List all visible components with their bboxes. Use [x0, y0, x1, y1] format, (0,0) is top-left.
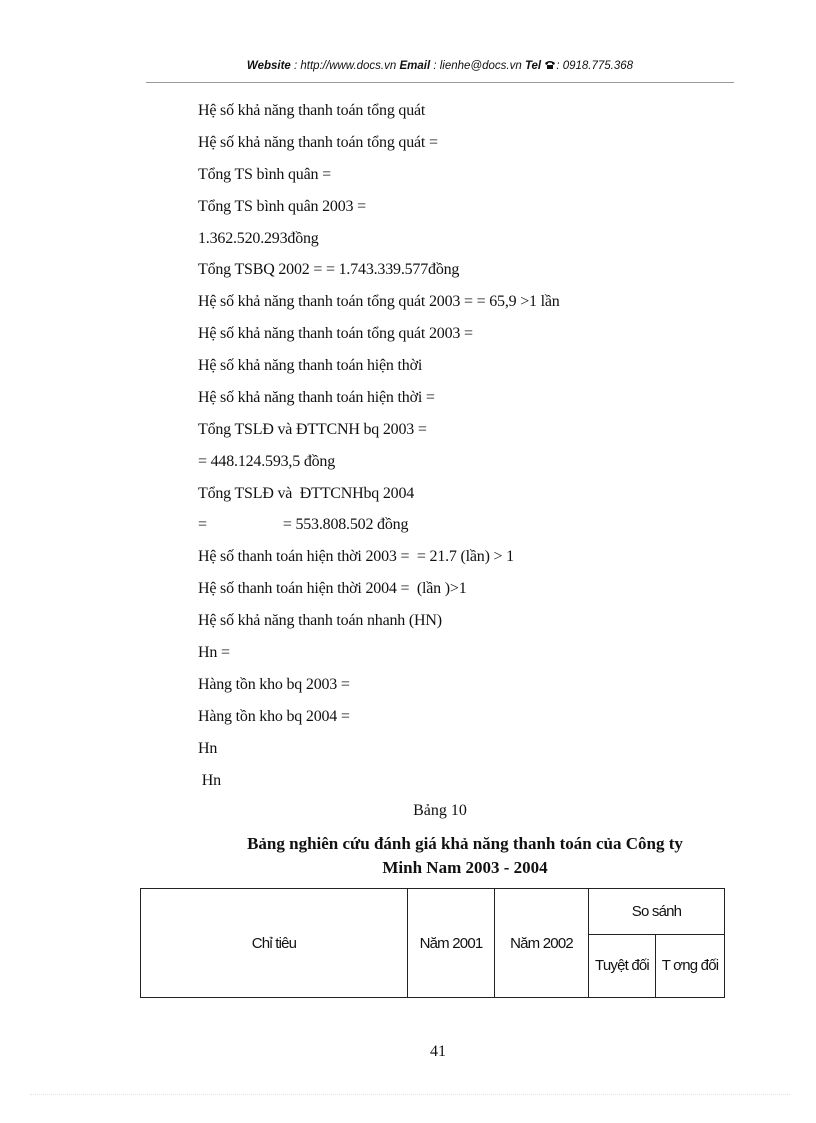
- text-line: Tổng TS bình quân 2003 =: [198, 198, 366, 215]
- email-label: Email: [399, 60, 431, 72]
- text-line: Hệ số thanh toán hiện thời 2004 = (lần )>1: [198, 580, 467, 597]
- text-line: Hàng tồn kho bq 2004 =: [198, 708, 350, 725]
- text-line: Hệ số khả năng thanh toán tổng quát =: [198, 134, 438, 151]
- text-line: Hệ số khả năng thanh toán nhanh (HN): [198, 612, 442, 629]
- text-line: Hn =: [198, 644, 230, 661]
- text-line: Tổng TSLĐ và ĐTTCNH bq 2003 =: [198, 421, 427, 438]
- table-title: [200, 832, 730, 880]
- footer-divider: [30, 1094, 790, 1095]
- website-label: Website: [246, 60, 291, 72]
- header-year-2002: Năm 2002: [495, 889, 589, 998]
- liquidity-table: [140, 888, 725, 998]
- text-line: Tổng TSBQ 2002 = = 1.743.339.577đồng: [198, 261, 460, 278]
- header-year-2001: Năm 2001: [408, 889, 495, 998]
- table-title-line: Minh Nam 2003 - 2004: [382, 858, 548, 877]
- website-url[interactable]: : http://www.docs.vn: [290, 60, 400, 72]
- header-compare: So sánh: [589, 889, 725, 935]
- text-line: = 448.124.593,5 đồng: [198, 453, 336, 470]
- header-indicator: Chỉ tiêu: [141, 889, 408, 998]
- header-absolute: Tuyệt đối: [589, 935, 656, 998]
- email-address[interactable]: : lienhe@docs.vn: [430, 60, 525, 72]
- phone-number: : 0918.775.368: [556, 60, 634, 72]
- text-line: Hệ số khả năng thanh toán tổng quát 2003 = = 65,9 >1 lần: [198, 293, 560, 310]
- text-line: Hệ số khả năng thanh toán hiện thời =: [198, 389, 435, 406]
- tel-label: Tel: [524, 60, 545, 72]
- text-line: Hệ số khả năng thanh toán hiện thời: [198, 357, 423, 374]
- text-line: Hn: [198, 772, 221, 789]
- text-line: Hệ số khả năng thanh toán tổng quát: [198, 102, 426, 119]
- text-line: Hn: [198, 740, 218, 757]
- header-relative: T ơng đối: [656, 935, 725, 998]
- text-line: 1.362.520.293đồng: [198, 230, 319, 247]
- text-line: Hàng tồn kho bq 2003 =: [198, 676, 350, 693]
- text-line: = = 553.808.502 đồng: [198, 516, 409, 533]
- text-line: Hệ số thanh toán hiện thời 2003 = = 21.7 (lần) > 1: [198, 548, 514, 565]
- table-title-line: Bảng nghiên cứu đánh giá khả năng thanh toán của Công ty: [247, 834, 683, 853]
- page-number: 41: [430, 1043, 446, 1060]
- table-caption: Bảng 10: [413, 802, 467, 819]
- phone-icon: [544, 60, 556, 70]
- text-line: Tổng TS bình quân =: [198, 166, 331, 183]
- page-header: [146, 60, 734, 83]
- text-line: Hệ số khả năng thanh toán tổng quát 2003 =: [198, 325, 473, 342]
- text-line: Tổng TSLĐ và ĐTTCNHbq 2004: [198, 485, 415, 502]
